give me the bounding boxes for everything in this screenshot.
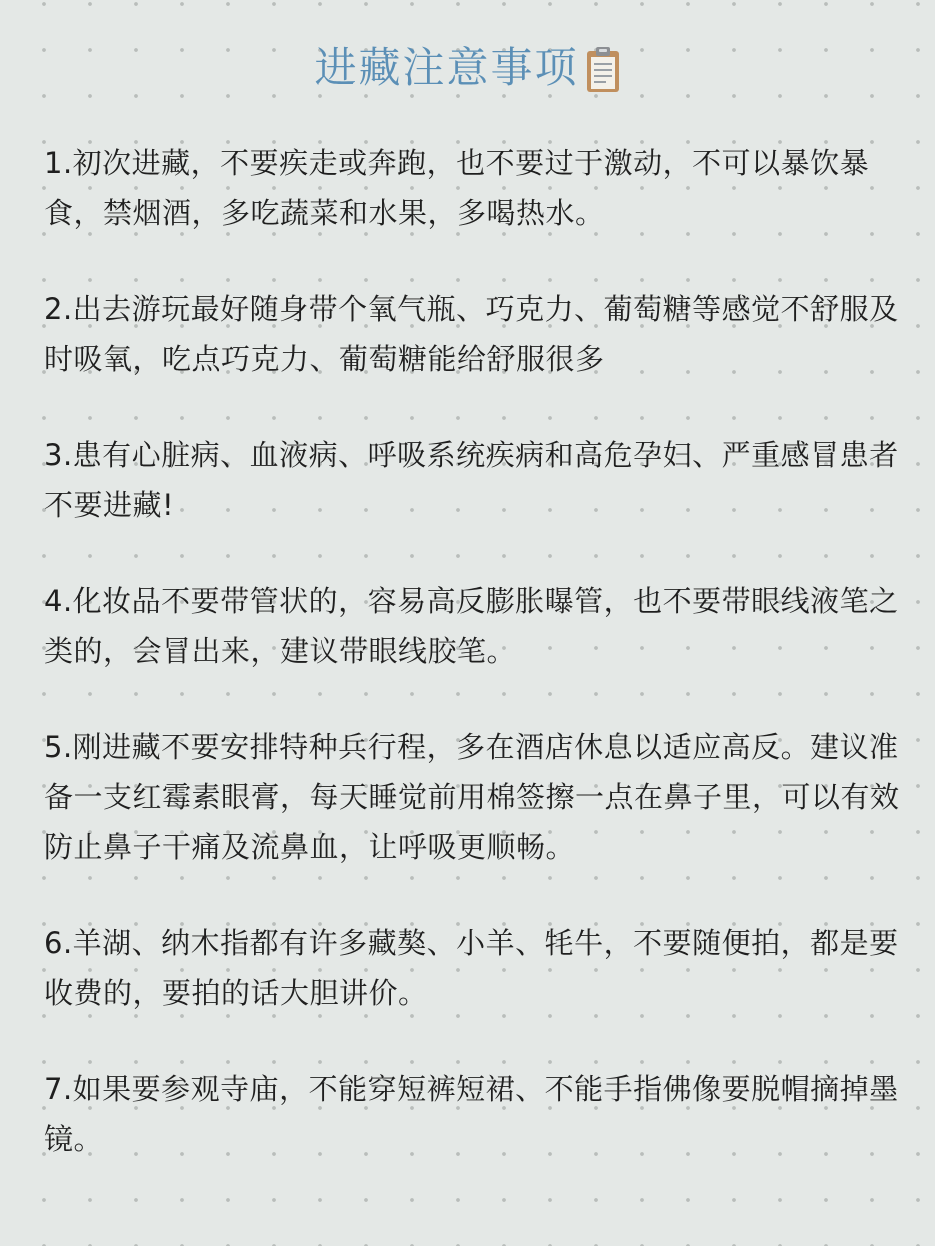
- list-item: 6.羊湖、纳木指都有许多藏獒、小羊、牦牛，不要随便拍，都是要收费的，要拍的话大胆讲价。: [44, 926, 899, 1010]
- list-item: 5.刚进藏不要安排特种兵行程，多在酒店休息以适应高反。建议准备一支红霉素眼膏，每天睡觉前用棉签擦一点在鼻子里，可以有效防止鼻子干痛及流鼻血，让呼吸更顺畅。: [44, 730, 900, 864]
- list-item: 3.患有心脏病、血液病、呼吸系统疾病和高危孕妇、严重感冒患者不要进藏!: [44, 438, 899, 522]
- clipboard-icon: [585, 46, 621, 94]
- list-item: 7.如果要参观寺庙，不能穿短裤短裙、不能手指佛像要脱帽摘掉墨镜。: [44, 1072, 899, 1156]
- title-row: [0, 40, 935, 96]
- list-item: 2.出去游玩最好随身带个氧气瓶、巧克力、葡萄糖等感觉不舒服及时吸氧，吃点巧克力、葡萄糖能给舒服很多: [44, 292, 899, 376]
- notes-list: [44, 138, 904, 1210]
- list-item: 4.化妆品不要带管状的，容易高反膨胀曝管，也不要带眼线液笔之类的，会冒出来，建议带眼线胶笔。: [44, 584, 899, 668]
- list-item: 1.初次进藏，不要疾走或奔跑，也不要过于激动，不可以暴饮暴食，禁烟酒，多吃蔬菜和水果，多喝热水。: [44, 146, 870, 230]
- page-title: 进藏注意事项: [314, 43, 579, 92]
